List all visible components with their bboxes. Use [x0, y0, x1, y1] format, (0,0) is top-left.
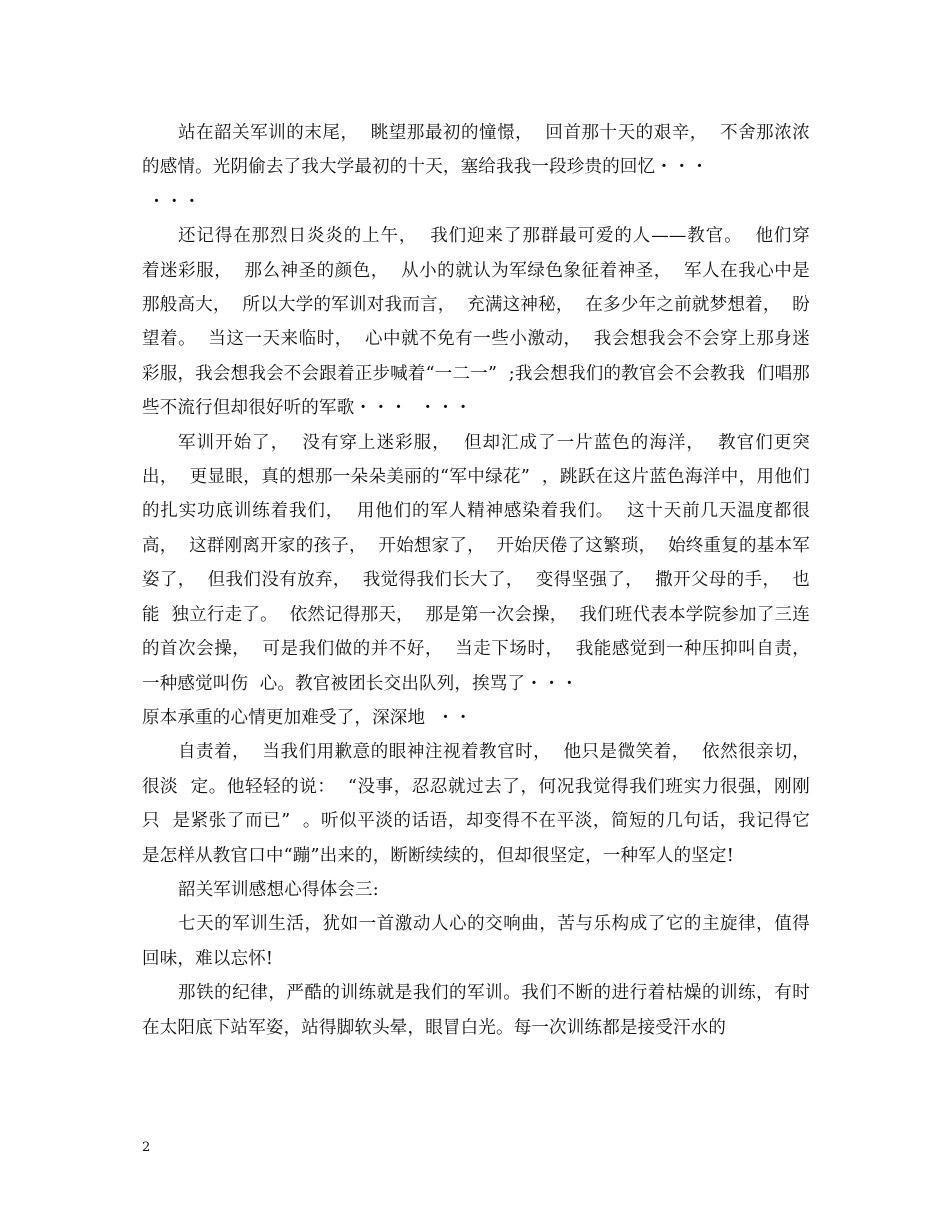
document-body: [142, 116, 822, 1045]
paragraph-2: 还记得在那烈日炎炎的上午， 我们迎来了那群最可爱的人——教官。 他们穿 着迷彩服， 那么神圣的颜色， 从小的就认为军绿色象征着神圣， 军人在我心中是 那般高大， 所以大学的军训对我而言， 充满这神秘， 在多少年之前就梦想着， 盼 望着。 当这一天来临时， 心中就不免有一些小激动， 我会想我会不会穿上那身迷 彩服，我会想我会不会跟着正步喊着“一二一” ;我会想我们的教官会不会教我 们唱那些不流行但却很好听的军歌・・・ ・・・: [142, 226, 822, 419]
section-heading: 韶关军训感想心得体会三:: [178, 879, 379, 900]
paragraph-5: 七天的军训生活，犹如一首激动人心的交响曲，苦与乐构成了它的主旋律，值得回味，难以忘怀!: [142, 914, 810, 969]
paragraph-3: 军训开始了， 没有穿上迷彩服， 但却汇成了一片蓝色的海洋， 教官们更突出， 更显眼，真的想那一朵朵美丽的“军中绿花” ，跳跃在这片蓝色海洋中，用他们 的扎实功底训练着我们， 用他们的军人精神感染着我们。 这十天前几天温度都很 高， 这群刚离开家的孩子， 开始想家了， 开始厌倦了这繁琐， 始终重复的基本军 姿了， 但我们没有放弃， 我觉得我们长大了， 变得坚强了， 撒开父母的手， 也能 独立行走了。 依然记得那天， 那是第一次会操， 我们班代表本学院参加了三连的首次会操， 可是我们做的并不好， 当走下场时， 我能感觉到一种压抑叫自责， 一种感觉叫伤 心。教官被团长交出队列，挨骂了・・・ 原本承重的心情更加难受了，深深地 ・・: [142, 432, 810, 728]
paragraph-1: 站在韶关军训的末尾， 眺望那最初的憧憬， 回首那十天的艰辛， 不舍那浓浓 的感情。光阴偷去了我大学最初的十天，塞给我我一段珍贵的回忆・・・ ・・・: [142, 123, 810, 212]
paragraph-4: 自责着， 当我们用歉意的眼神注视着教官时， 他只是微笑着， 依然很亲切， 很淡 定。他轻轻的说： “没事，忍忍就过去了，何况我觉得我们班实力很强，刚刚只 是紧张了而已” 。听似平淡的话语，却变得不在平淡，简短的几句话，我记得它 是怎样从教官口中“蹦”出来的，断断续续的，但却很坚定，一种军人的坚定!: [142, 742, 822, 866]
paragraph-6: 那铁的纪律，严酷的训练就是我们的军训。我们不断的进行着枯燥的训练，有时在太阳底下站军姿，站得脚软头晕，眼冒白光。每一次训练都是接受汗水的: [142, 983, 810, 1038]
page-number: 2: [142, 1140, 151, 1155]
